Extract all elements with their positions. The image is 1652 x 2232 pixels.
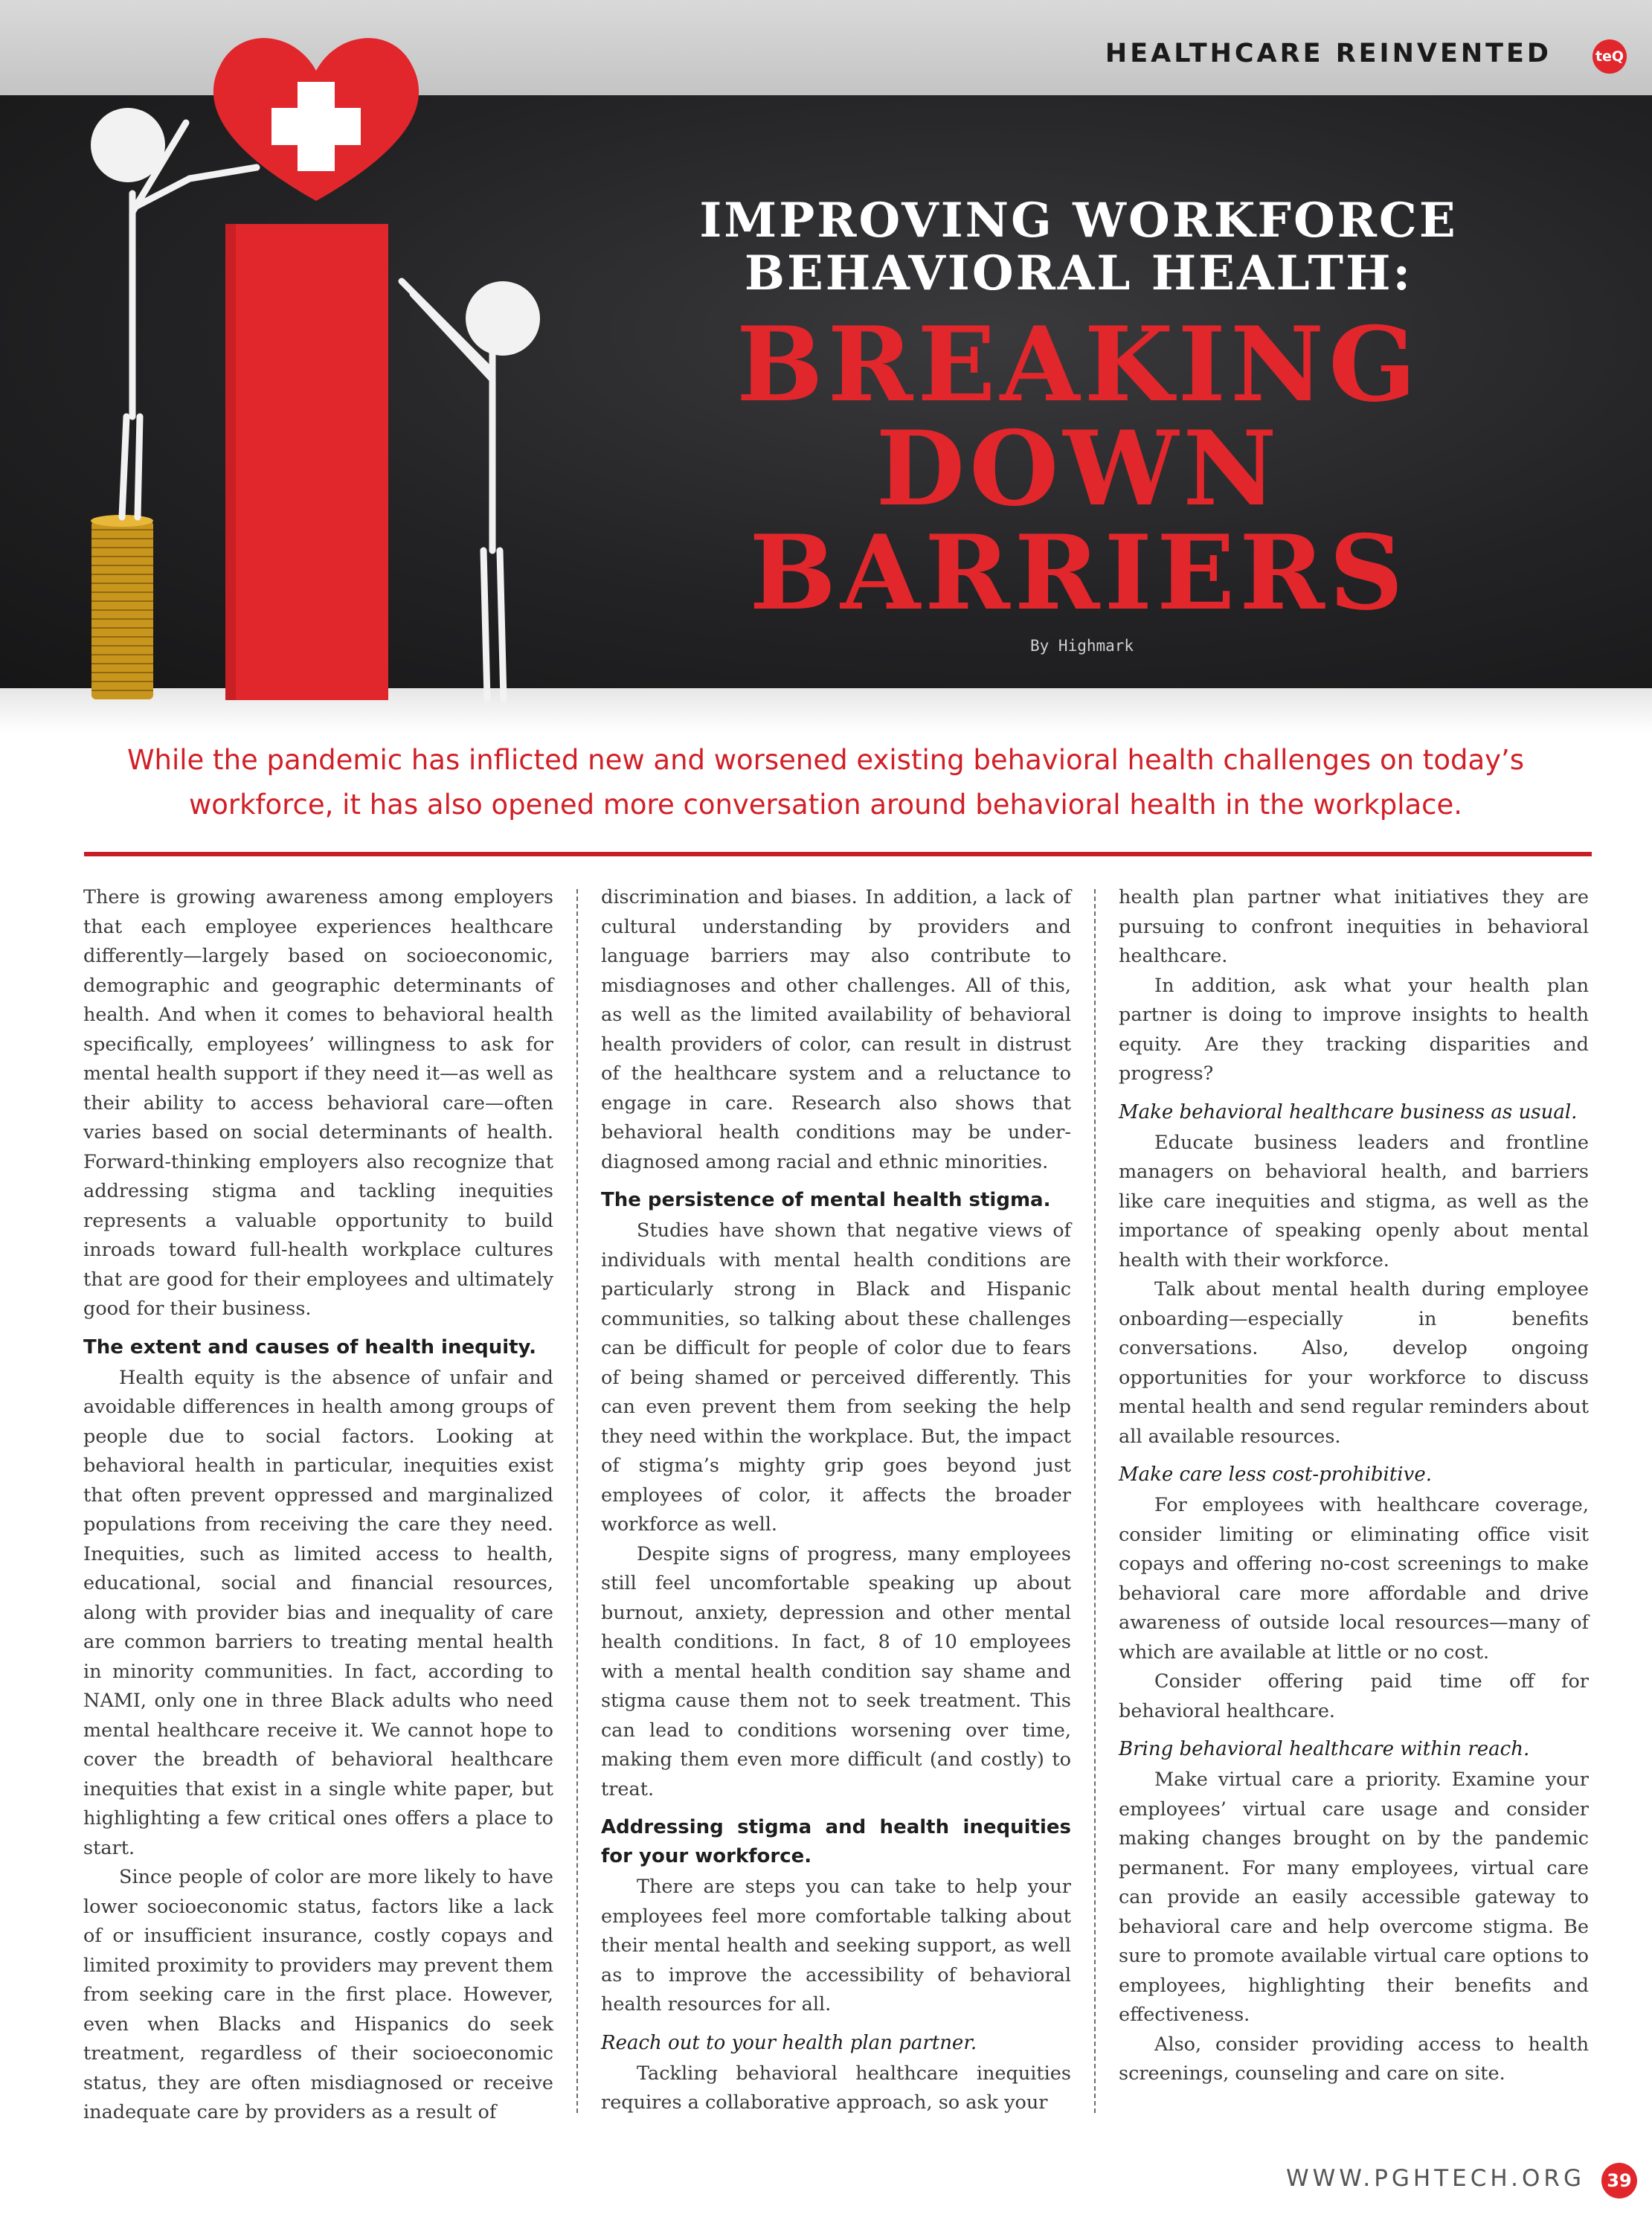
paragraph: Consider offering paid time off for behavioral healthcare. [1119,1670,1589,1722]
paragraph: Despite signs of progress, many employees still feel uncomfortable speaking up about burnout, anxiety, depression and other mental health conditions. In fact, 8 of 10 employees with a mental health condition say shame and stigma cause them not to seek treatment. This can lead to conditions worsening over time, making them even more difficult (and costly) to treat. [601,1542,1071,1800]
byline: By Highmark [1030,637,1134,655]
paragraph: health plan partner what initiatives they are pursuing to confront inequities in behavioral healthcare. [1119,886,1589,967]
column-divider [576,889,578,2113]
paragraph: For employees with healthcare coverage, consider limiting or eliminating office visit copays and offering no-cost screenings to make behavioral care more affordable and drive awareness of outside local resources—many of which are available at little or no cost. [1119,1494,1589,1664]
paragraph: Health equity is the absence of unfair and avoidable differences in health among groups of people due to social factors. Looking at behavioral health in particular, inequities exist that often prevent oppressed and marginalized populations from receiving the care they need. Inequities, such as limited access to health, educational, social and financial resources, along with provider bias and inequality of care are common barriers to treating mental health in minority communities. In fact, according to NAMI, only one in three Black adults who need mental healthcare receive it. We cannot hope to cover the breadth of behavioral healthcare inequities that exist in a single white paper, but highlighting a few critical ones offers a place to start. [83,1366,553,1859]
title-word: BREAKING [736,304,1421,425]
italic-subheading: Make care less cost-prohibitive. [1119,1463,1432,1486]
paragraph: Studies have shown that negative views of individuals with mental health conditions are particularly strong in Black and Hispanic communities, so talking about these challenges can be difficult for people of color due to fears of being shamed or perceived differently. This can even prevent them from seeking the help they need within the workplace. But, the impact of stigma’s mighty grip goes beyond just employees of color, it affects the broader workforce as well. [601,1219,1071,1536]
paragraph: Educate business leaders and frontline managers on behavioral health, and barriers like care inequities and stigma, as well as the importance of speaking openly about mental health with their workforce. [1119,1131,1589,1271]
italic-subheading: Make behavioral healthcare business as usual. [1119,1100,1578,1123]
paragraph: discrimination and biases. In addition, a lack of cultural understanding by providers and language barriers may also contribute to misdiagnoses and other challenges. All of this, as well as the limited availability of behavioral health providers of color, can result in distrust of the healthcare system and a reluctance to engage in care. Research also shows that behavioral health conditions may be under-diagnosed among racial and ethnic minorities. [601,886,1071,1173]
paragraph: Make virtual care a priority. Examine your employees’ virtual care usage and consider making changes brought on by the pandemic permanent. For many employees, virtual care can provide an easily accessible gateway to behavioral care and help overcome stigma. Be sure to promote available virtual care options to employees, highlighting their benefits and effectiveness. [1119,1768,1589,2026]
title-line-2: BEHAVIORAL HEALTH: [744,246,1413,301]
teq-logo: teQ [1592,39,1627,74]
paragraph: Talk about mental health during employee onboarding—especially in benefits conversations. Also, develop ongoing opportunities for your workforce to discuss mental health and send regular reminders about all available resources. [1119,1278,1589,1448]
title-word: BARRIERS [749,512,1408,633]
paragraph: In addition, ask what your health plan partner is doing to improve insights to health equity. Are they tracking disparities and progress? [1119,974,1589,1085]
article-column-2 [601,883,1071,2118]
article-column-1 [83,883,553,2128]
paragraph: Since people of color are more likely to have lower socioeconomic status, factors like a lack of or insufficient insurance, costly copays and limited proximity to providers may prevent them from seeking care in the first place. However, even when Blacks and Hispanics do seek treatment, regardless of their socioeconomic status, they are often misdiagnosed or receive inadequate care by providers as a result of [83,1866,553,2123]
subheading: The persistence of mental health stigma. [601,1189,1051,1211]
paragraph: Also, consider providing access to health screenings, counseling and care on site. [1119,2033,1589,2085]
paragraph: There is growing awareness among employers that each employee experiences healthcare differently—largely based on socioeconomic, demographic and geographic determinants of health. And when it comes to behavioral health specifically, employees’ willingness to ask for mental health support if they need it—as well as their ability to access behavioral care—often varies based on social determinants of health. Forward-thinking employers also recognize that addressing stigma and tackling inequities represents a valuable opportunity to build inroads toward full-health workplace cultures that are good for their employees and ultimately good for their business. [83,886,553,1320]
section-label: HEALTHCARE REINVENTED [1105,39,1552,68]
title-word: DOWN [875,408,1282,529]
subheading: Addressing stigma and health inequities for your workforce. [601,1816,1071,1867]
red-pillar [225,224,388,700]
page-number-badge: 39 [1601,2163,1637,2199]
paragraph: Tackling behavioral healthcare inequities requires a collaborative approach, so ask your [601,2062,1071,2114]
article-column-3 [1119,883,1589,2089]
coin-stack [91,515,153,699]
italic-subheading: Bring behavioral healthcare within reach. [1119,1738,1530,1760]
deck-subheading: While the pandemic has inflicted new and worsened existing behavioral health challenges on today’s workforce, it has also opened more conversation around behavioral health in the workplace. [126,744,1525,821]
subheading: The extent and causes of health inequity. [83,1335,536,1359]
footer-url: WWW.PGHTECH.ORG [1285,2165,1585,2192]
title-main [640,304,1517,633]
italic-subheading: Reach out to your health plan partner. [601,2031,977,2054]
title-line-1: IMPROVING WORKFORCE [699,193,1458,248]
deck-divider [84,852,1592,856]
heart-cross-icon [213,38,419,201]
paragraph: There are steps you can take to help your employees feel more comfortable talking about their mental health and seeking support, as well as to improve the accessibility of behavioral health resources for all. [601,1876,1071,2015]
column-divider [1094,889,1096,2113]
